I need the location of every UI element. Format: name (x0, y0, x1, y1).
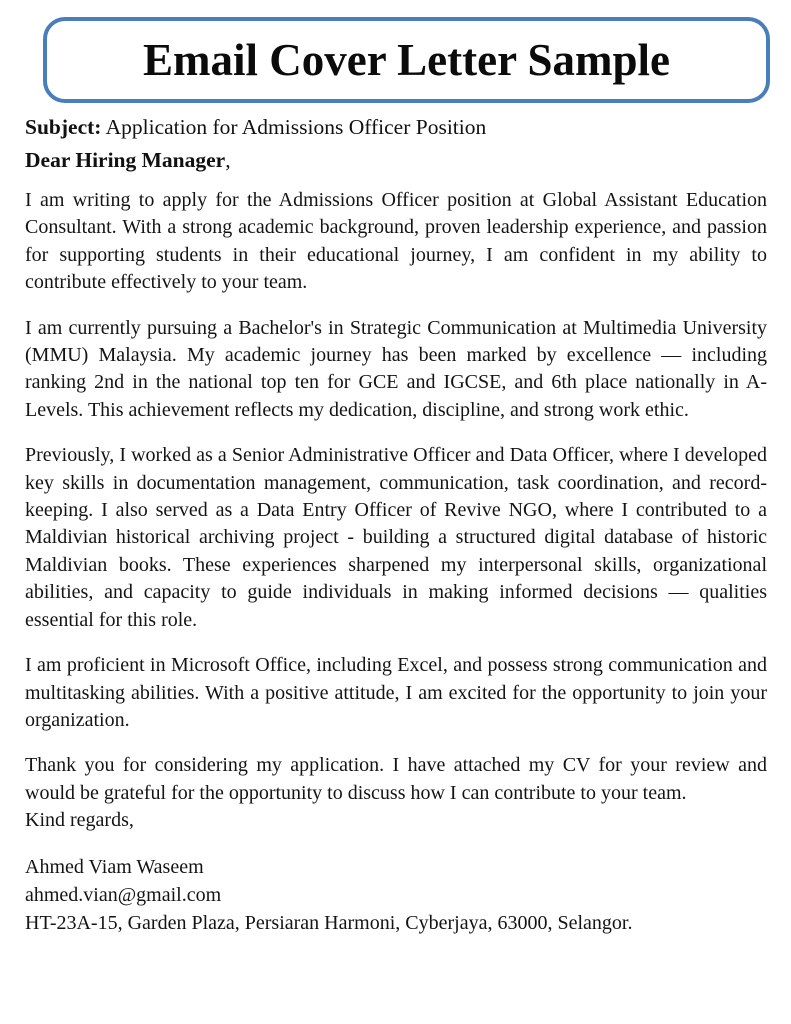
title-banner (43, 17, 770, 103)
letter-body (25, 112, 767, 937)
salutation-name: Dear Hiring Manager (25, 148, 226, 172)
subject-value: Application for Admissions Officer Position (101, 115, 487, 139)
signature-name: Ahmed Viam Waseem (25, 855, 204, 878)
body-paragraph: I am writing to apply for the Admissions Officer position at Global Assistant Education Consultant. With a strong academic background, proven leadership experience, and passion for supporting students in their educational journey, I am confident in my ability to contribute effectively to your team. (25, 189, 767, 294)
signature-block (25, 853, 767, 937)
subject-label: Subject: (25, 115, 102, 139)
salutation (25, 145, 767, 175)
body-paragraph: I am currently pursuing a Bachelor's in Strategic Communication at Multimedia University (MMU) Malaysia. My academic journey has been marked by excellence — including ranking 2nd in the national top ten for GCE and IGCSE, and 6th place nationally in A-Levels. This achievement reflects my dedication, discipline, and strong work ethic. (25, 316, 767, 421)
page-title: Email Cover Letter Sample (143, 34, 670, 85)
body-paragraph: Previously, I worked as a Senior Administrative Officer and Data Officer, where I developed key skills in documentation management, communication, task coordination, and record-keeping. I also served as a Data Entry Officer of Revive NGO, where I contributed to a Maldivian historical archiving project - building a structured digital database of historic Maldivian books. These experiences sharpened my interpersonal skills, organizational abilities, and capacity to guide individuals in making informed decisions — qualities essential for this role. (25, 444, 767, 631)
body-paragraph: Thank you for considering my application. I have attached my CV for your review and would be grateful for the opportunity to discuss how I can contribute to your team. (25, 754, 767, 804)
salutation-punctuation: , (225, 148, 231, 172)
closing-line: Kind regards, (25, 809, 134, 832)
subject-line (25, 112, 767, 142)
signature-address: HT-23A-15, Garden Plaza, Persiaran Harmoni, Cyberjaya, 63000, Selangor. (25, 911, 633, 934)
body-paragraph: I am proficient in Microsoft Office, including Excel, and possess strong communication and multitasking abilities. With a positive attitude, I am excited for the opportunity to join your organization. (25, 654, 767, 731)
signature-email: ahmed.vian@gmail.com (25, 883, 222, 906)
